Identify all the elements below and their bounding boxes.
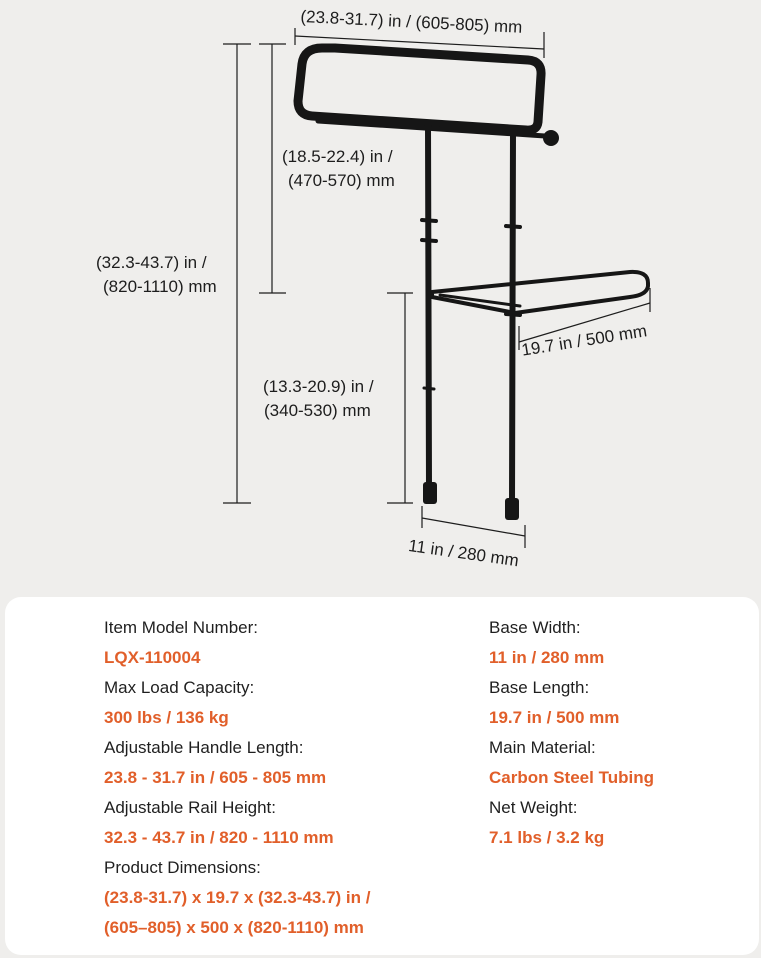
spec-value-rail-height: 32.3 - 43.7 in / 820 - 1110 mm	[104, 828, 334, 847]
base-width-label: 11 in / 280 mm	[407, 535, 520, 571]
spec-value-base-length: 19.7 in / 500 mm	[489, 708, 620, 727]
rail-height-label-line2: (820-1110) mm	[103, 277, 217, 296]
spec-value-handle-length: 23.8 - 31.7 in / 605 - 805 mm	[104, 768, 327, 787]
spec-label-main-material: Main Material:	[489, 738, 596, 757]
spec-label-net-weight: Net Weight:	[489, 798, 578, 817]
spec-label-max-load: Max Load Capacity:	[104, 678, 255, 697]
spec-value-product-dimensions-mm: (605–805) x 500 x (820-1110) mm	[104, 918, 364, 937]
spec-label-rail-height: Adjustable Rail Height:	[104, 798, 276, 817]
spec-label-model-number: Item Model Number:	[104, 618, 258, 637]
spec-value-product-dimensions-in: (23.8-31.7) x 19.7 x (32.3-43.7) in /	[104, 888, 371, 907]
handle-height-label-line1: (18.5-22.4) in /	[282, 147, 393, 166]
spec-label-base-width: Base Width:	[489, 618, 581, 637]
spec-value-model-number: LQX-110004	[104, 648, 201, 667]
spec-column-right	[489, 613, 654, 853]
spec-panel	[5, 597, 759, 955]
spec-label-product-dimensions: Product Dimensions:	[104, 858, 261, 877]
base-length-label: 19.7 in / 500 mm	[520, 321, 649, 360]
handle-height-label-line2: (470-570) mm	[288, 171, 395, 190]
leg-height-label-line2: (340-530) mm	[264, 401, 371, 420]
spec-value-max-load: 300 lbs / 136 kg	[104, 708, 229, 727]
spec-value-net-weight: 7.1 lbs / 3.2 kg	[489, 828, 605, 847]
leg-height-label-line1: (13.3-20.9) in /	[263, 377, 374, 396]
spec-column-left	[104, 613, 370, 943]
rail-height-label-line1: (32.3-43.7) in /	[96, 253, 207, 272]
spec-label-base-length: Base Length:	[489, 678, 590, 697]
spec-value-base-width: 11 in / 280 mm	[489, 648, 605, 667]
spec-value-main-material: Carbon Steel Tubing	[489, 768, 654, 787]
handle-length-label: (23.8-31.7) in / (605-805) mm	[300, 6, 523, 37]
spec-label-handle-length: Adjustable Handle Length:	[104, 738, 304, 757]
